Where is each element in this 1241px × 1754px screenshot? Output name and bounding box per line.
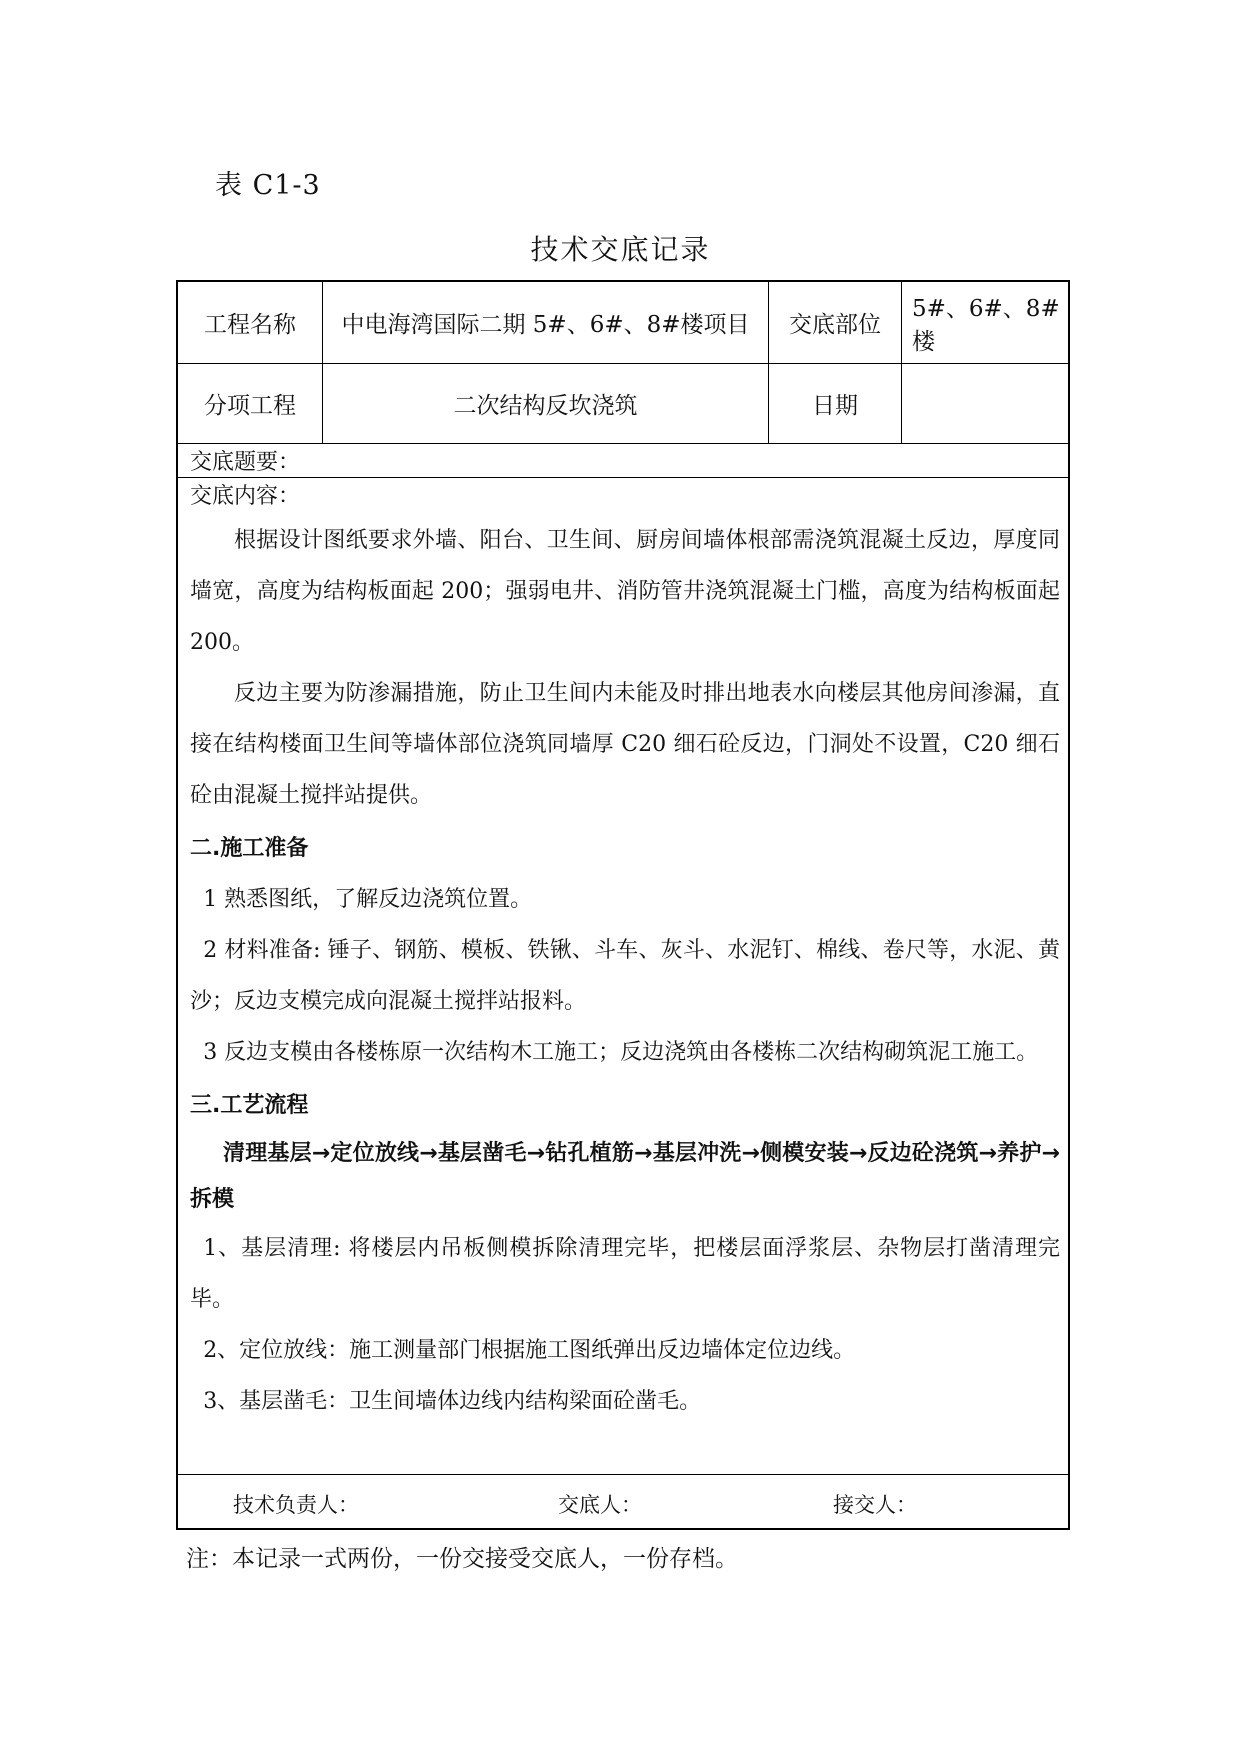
footnote: 注：本记录一式两份，一份交接受交底人，一份存档。 (186, 1546, 738, 1572)
list-item: 1、基层清理: 将楼层内吊板侧模拆除清理完毕，把楼层面浮浆层、杂物层打凿清理完毕。 (190, 1236, 1060, 1312)
list-item: 1 熟悉图纸，了解反边浇筑位置。 (203, 887, 533, 912)
date-value (902, 363, 1068, 443)
subproject-row (178, 363, 1068, 444)
section-heading: 三.工艺流程 (190, 1093, 309, 1118)
tech-lead-signature-label: 技术负责人： (233, 1493, 359, 1517)
location-label: 交底部位 (769, 282, 902, 363)
date-label: 日期 (769, 363, 902, 443)
list-item: 2、定位放线：施工测量部门根据施工图纸弹出反边墙体定位边线。 (203, 1338, 856, 1363)
subproject-value: 二次结构反坎浇筑 (323, 363, 769, 443)
document-title: 技术交底记录 (530, 233, 711, 266)
project-name-label: 工程名称 (178, 282, 323, 363)
list-item: 2 材料准备: 锤子、钢筋、模板、铁锹、斗车、灰斗、水泥钉、棉线、卷尺等，水泥、黄沙；反边支模完成向混凝土搅拌站报料。 (190, 938, 1060, 1014)
signature-row (178, 1474, 1068, 1528)
list-item: 3 反边支模由各楼栋原一次结构木工施工；反边浇筑由各楼栋二次结构砌筑泥工施工。 (203, 1040, 1039, 1065)
disclosure-record-table (176, 280, 1070, 1530)
paragraph: 根据设计图纸要求外墙、阳台、卫生间、厨房间墙体根部需浇筑混凝土反边，厚度同墙宽，高度为结构板面起 200；强弱电井、消防管井浇筑混凝土门槛，高度为结构板面起 200。 (190, 528, 1060, 655)
project-row (178, 282, 1068, 364)
subproject-label: 分项工程 (178, 363, 323, 443)
summary-label: 交底题要： (190, 450, 301, 475)
process-flow: 清理基层→定位放线→基层凿毛→钻孔植筋→基层冲洗→侧模安装→反边砼浇筑→养护→拆模 (190, 1141, 1060, 1212)
project-name-value: 中电海湾国际二期 5#、6#、8#楼项目 (323, 282, 769, 363)
list-item: 3、基层凿毛：卫生间墙体边线内结构梁面砼凿毛。 (203, 1389, 702, 1414)
paragraph: 反边主要为防渗漏措施，防止卫生间内未能及时排出地表水向楼层其他房间渗漏，直接在结构楼面卫生间等墙体部位浇筑同墙厚 C20 细石砼反边，门洞处不设置，C20 细石砼由混凝土搅拌站提供。 (190, 681, 1060, 808)
section-heading: 二.施工准备 (190, 836, 309, 861)
summary-row (178, 443, 1068, 478)
presenter-signature-label: 交底人： (558, 1493, 642, 1517)
form-code: 表 C1-3 (215, 170, 321, 201)
content-label: 交底内容： (190, 484, 301, 509)
location-value: 5#、6#、8#楼 (912, 295, 1060, 355)
disclosure-content (190, 479, 1060, 1427)
receiver-signature-label: 接交人： (833, 1493, 917, 1517)
